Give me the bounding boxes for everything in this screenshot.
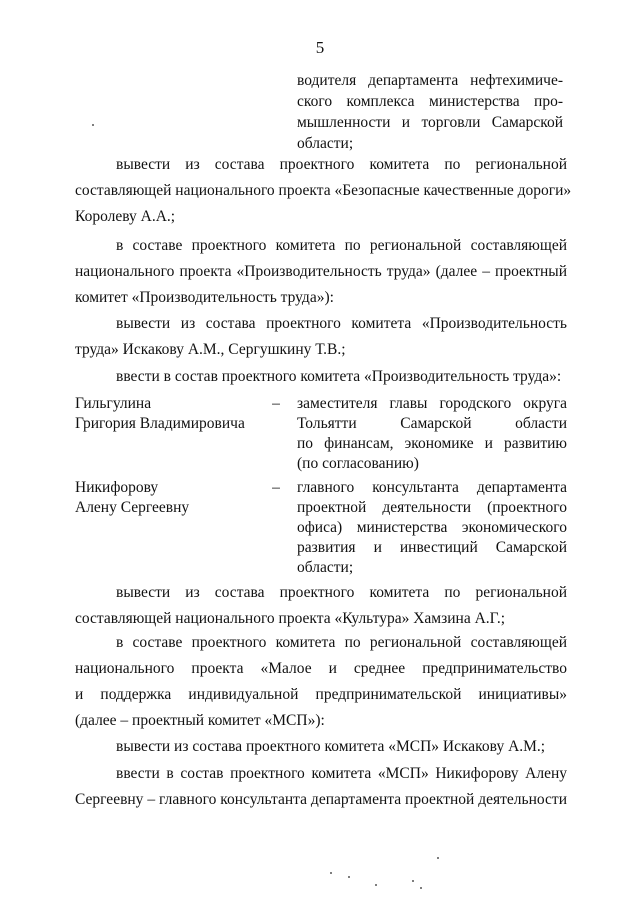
scan-speck [348,876,350,878]
text-line: комитет «Производительность труда»): [75,289,334,306]
text-line: Сергеевну – главного консультанта департамента проектной деятельности [75,791,567,808]
position-line: Тольятти Самарской области [297,415,567,432]
continuation-line: ского комплекса министерства про- [297,93,563,110]
paragraph-productivity-committee [75,233,567,311]
text-line: вывести из состава проектного комитета по региональной [116,156,567,173]
person-name [75,394,275,434]
paragraph-msp-committee [75,630,567,734]
position-line: заместителя главы городского округа [297,395,567,412]
text-line: труда» Искакову А.М., Сергушкину Т.В.; [75,341,346,358]
scan-speck [437,857,439,859]
text-line: в составе проектного комитета по региональной составляющей [116,634,567,651]
position-line: проектной деятельности (проектного [297,499,567,516]
position-line: области; [297,559,354,576]
text-line: ввести в состав проектного комитета «Производительность труда»: [116,368,562,385]
text-line: и поддержка индивидуальной предпринимательской инициативы» [75,686,567,703]
paragraph-remove-productivity [75,311,567,363]
continuation-text [297,70,563,154]
text-line: составляющей национального проекта «Культура» Хамзина А.Г.; [75,610,506,627]
scan-speck [420,887,422,889]
scan-speck [375,884,377,886]
text-line: национального проекта «Производительность труда» (далее – проектный [75,263,567,280]
person-name [75,478,275,518]
position-line: офиса) министерства экономического [297,519,567,536]
continuation-line: водителя департамента нефтехимиче- [297,72,563,89]
position-line: развития и инвестиций Самарской [297,539,567,556]
text-line: Королеву А.А.; [75,208,176,225]
text-line: вывести из состава проектного комитета «Производительность [116,315,567,332]
dash-separator: – [272,395,280,412]
person-position [297,478,567,578]
position-line: (по согласованию) [297,455,419,472]
dash-separator: – [272,479,280,496]
name-line: Алену Сергеевну [75,499,190,516]
text-line: (далее – проектный комитет «МСП»): [75,712,325,729]
scan-speck [330,872,332,874]
continuation-line: мышленности и торговли Самарской [297,114,563,131]
text-line: составляющей национального проекта «Безопасные качественные дороги» [75,182,572,199]
scan-speck [92,124,94,126]
scan-speck [412,880,414,882]
text-line: вывести из состава проектного комитета «МСП» Искакову А.М.; [116,738,546,755]
paragraph-remove-bkd [75,152,572,230]
page-number: 5 [315,38,325,57]
paragraph-add-productivity [75,364,567,390]
name-line: Никифорову [75,479,159,496]
text-line: вывести из состава проектного комитета по региональной [116,584,567,601]
paragraph-add-msp [75,761,567,813]
position-line: по финансам, экономике и развитию [297,435,567,452]
text-line: в составе проектного комитета по региональной составляющей [116,237,567,254]
position-line: главного консультанта департамента [297,479,567,496]
text-line: национального проекта «Малое и среднее предпринимательство [75,660,567,677]
continuation-line: области; [297,135,354,152]
paragraph-remove-msp [75,734,567,760]
name-line: Гильгулина [75,395,152,412]
text-line: ввести в состав проектного комитета «МСП» Никифорову Алену [116,765,567,782]
person-position [297,394,567,474]
paragraph-remove-culture [75,580,567,632]
name-line: Григория Владимировича [75,415,245,432]
